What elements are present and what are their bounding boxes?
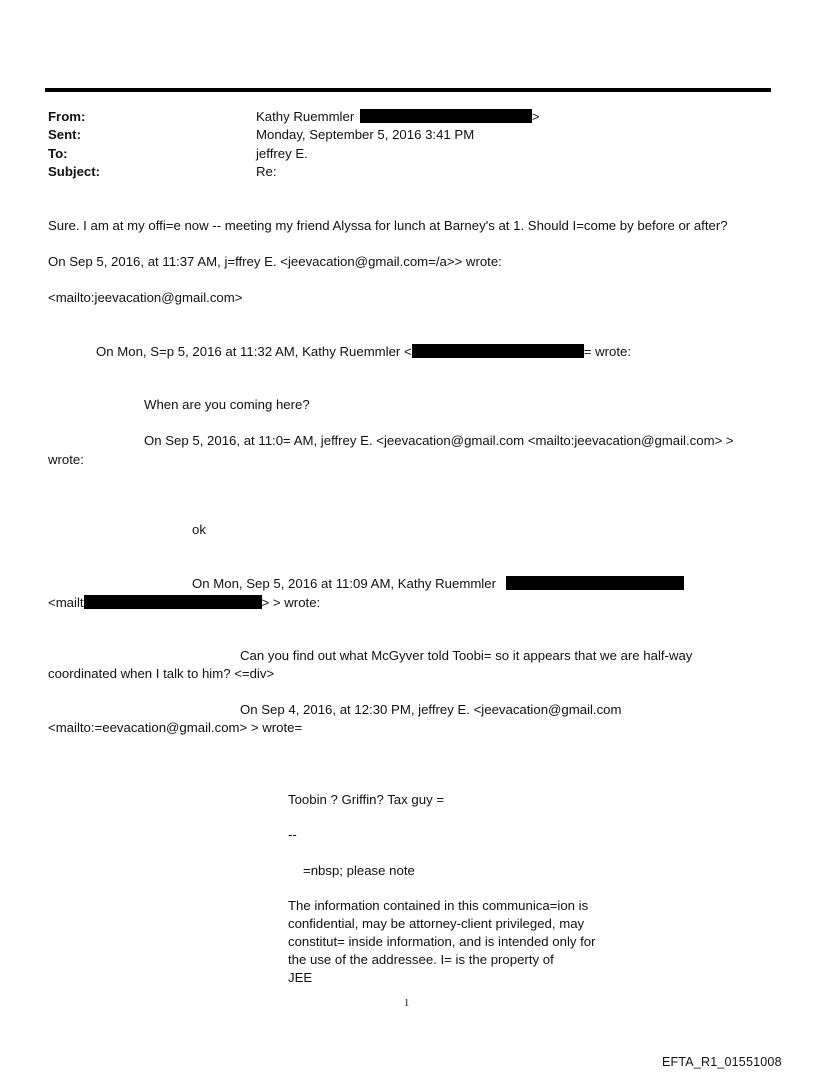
disclaimer-line: confidential, may be attorney-client privileged, may (288, 916, 585, 931)
from-tail: > (531, 109, 540, 124)
quote-header-4-cont (48, 594, 320, 611)
redaction-block (84, 595, 262, 609)
quote-header-1: On Sep 5, 2016, at 11:37 AM, j=ffrey E. <jeevacation@gmail.com=/a>> wrote: (48, 254, 502, 269)
subject-value: Re: (256, 164, 277, 179)
page-number: 1 (404, 998, 410, 1009)
redaction-block (360, 109, 532, 123)
quote-header-4-text: On Mon, Sep 5, 2016 at 11:09 AM, Kathy Ruemmler (192, 576, 496, 591)
subject-label: Subject: (48, 164, 101, 179)
quoted-message-1: When are you coming here? (144, 397, 310, 412)
document-id: EFTA_R1_01551008 (662, 1055, 782, 1069)
signature-separator: -- (288, 827, 297, 842)
from-label: From: (48, 109, 86, 124)
quoted-message-2: ok (192, 522, 206, 537)
mailto-line: <mailto:jeevacation@gmail.com> (48, 290, 243, 305)
sent-value: Monday, September 5, 2016 3:41 PM (256, 127, 475, 142)
from-name: Kathy Ruemmler (256, 109, 355, 124)
quote-header-4-cont-pre: <mailt (48, 595, 84, 610)
quote-header-2-post: = wrote: (583, 344, 631, 359)
redaction-block (412, 344, 584, 358)
to-value: jeffrey E. (256, 146, 308, 161)
disclaimer-line: constitut= inside information, and is intended only for (288, 934, 596, 949)
quote-header-2 (96, 343, 631, 360)
sent-label: Sent: (48, 127, 81, 142)
quote-header-3-cont: wrote: (48, 452, 84, 467)
quote-header-3: On Sep 5, 2016, at 11:0= AM, jeffrey E. <jeevacation@gmail.com <mailto:jeevacation@gmail.com> > (144, 433, 734, 448)
quote-header-4 (192, 575, 684, 592)
from-value (256, 108, 540, 125)
disclaimer-line: The information contained in this communica=ion is (288, 898, 589, 913)
disclaimer-line: the use of the addressee. I= is the property of (288, 952, 554, 967)
reply-text: Sure. I am at my offi=e now -- meeting my friend Alyssa for lunch at Barney's at 1. Should I=come by before or after? (48, 218, 728, 233)
header-rule (45, 88, 771, 92)
quote-header-4-cont-post: > > wrote: (261, 595, 321, 610)
quote-header-5: On Sep 4, 2016, at 12:30 PM, jeffrey E. <jeevacation@gmail.com (240, 702, 622, 717)
to-label: To: (48, 146, 68, 161)
redaction-block (506, 576, 684, 590)
quoted-message-3: Can you find out what McGyver told Toobi= so it appears that we are half-way (240, 648, 693, 663)
quoted-message-3-cont: coordinated when I talk to him? <=div> (48, 666, 275, 681)
quote-header-5-cont: <mailto:=eevacation@gmail.com> > wrote= (48, 720, 303, 735)
disclaimer-line: JEE (288, 970, 313, 985)
quote-header-2-pre: On Mon, S=p 5, 2016 at 11:32 AM, Kathy Ruemmler < (96, 344, 412, 359)
quoted-message-4: Toobin ? Griffin? Tax guy = (288, 792, 445, 807)
please-note: =nbsp; please note (303, 863, 415, 878)
